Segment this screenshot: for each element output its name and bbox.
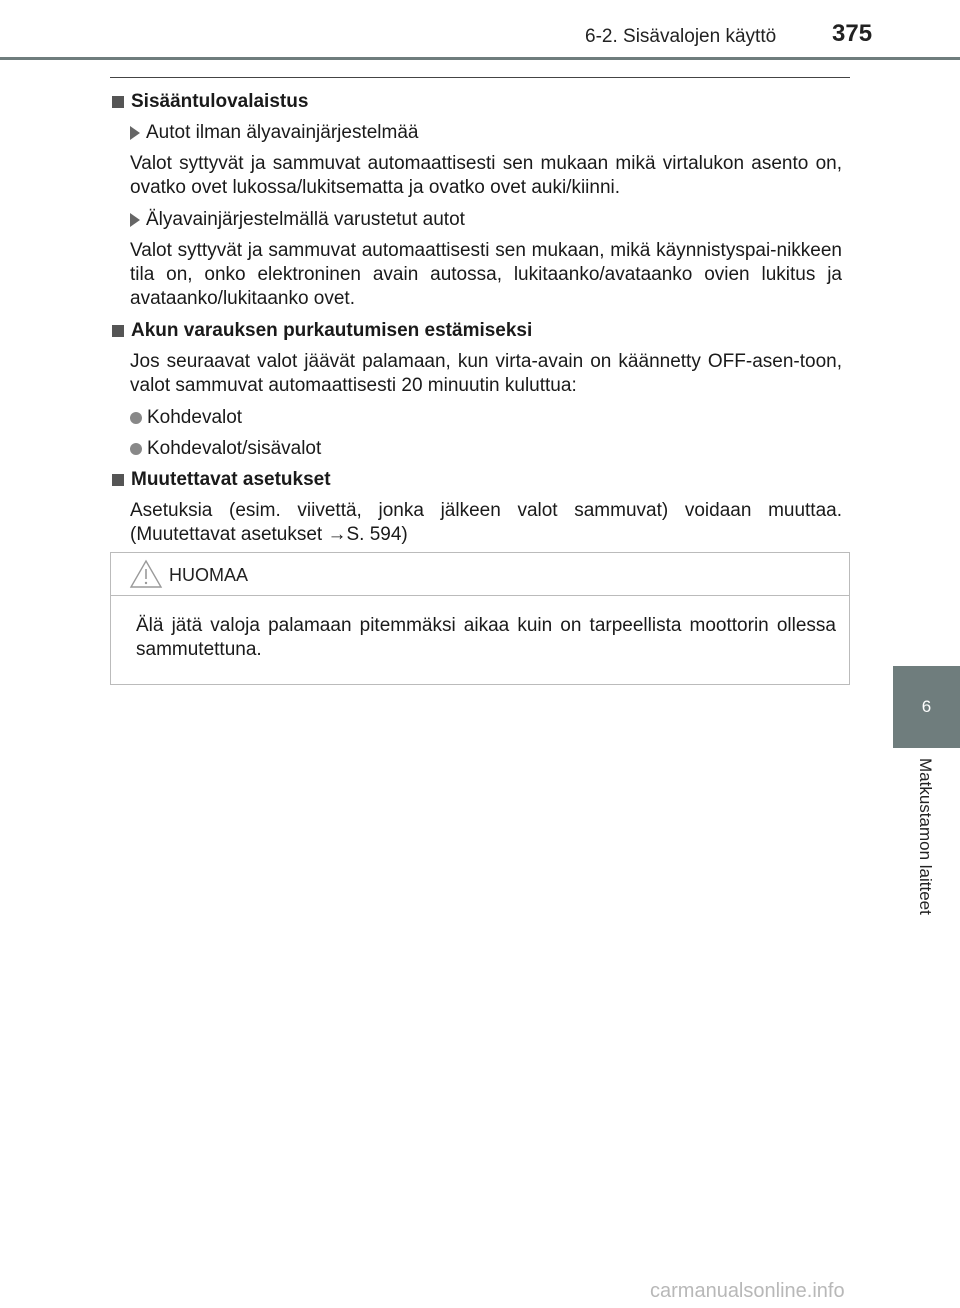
heading-text: Muutettavat asetukset [131, 469, 331, 490]
subheading-text: Autot ilman älyavainjärjestelmää [146, 122, 419, 143]
section-title: 6-2. Sisävalojen käyttö [585, 26, 777, 47]
list-item [130, 437, 842, 461]
notice-text: Älä jätä valoja palamaan pitemmäksi aikaa kuin on tarpeellista moottorin ollessa sammutettuna. [136, 615, 836, 660]
paragraph: Asetuksia (esim. viivettä, jonka jälkeen valot sammuvat) voidaan muuttaa. (Muutettavat asetukset →S. 594) [130, 500, 842, 545]
paragraph: Valot syttyvät ja sammuvat automaattisesti sen mukaan, mikä käynnistyspai-nikkeen tila on, onko elektroninen avain autossa, lukitaanko/avataanko ovien lukitus ja avataanko/lukitaanko ovet. [130, 240, 842, 309]
chapter-title: Matkustamon laitteet [916, 758, 935, 915]
header-rule [0, 57, 960, 60]
chapter-number: 6 [921, 697, 932, 716]
notice-title: HUOMAA [169, 565, 249, 585]
watermark: carmanualsonline.info [650, 1280, 845, 1302]
heading-text: Sisääntulovalaistus [131, 91, 309, 112]
triangle-bullet-icon [130, 213, 140, 227]
circle-bullet-icon [130, 412, 142, 424]
subheading-no-smart-key [130, 121, 842, 145]
list-item-text: Kohdevalot/sisävalot [147, 438, 322, 459]
page-header [0, 0, 960, 58]
notice-box [110, 552, 850, 685]
list-item-text: Kohdevalot [147, 407, 243, 428]
warning-triangle-icon [129, 559, 163, 594]
chapter-tab[interactable] [893, 666, 960, 748]
content-rule [110, 77, 850, 78]
main-content [110, 90, 842, 547]
paragraph: Jos seuraavat valot jäävät palamaan, kun virta-avain on käännetty OFF-asen-toon, valot sammuvat automaattisesti 20 minuutin kuluttua: [130, 351, 842, 396]
heading-text: Akun varauksen purkautumisen estämiseksi [131, 320, 533, 341]
notice-header [111, 553, 849, 596]
heading-custom-settings [110, 468, 842, 492]
subheading-text: Älyavainjärjestelmällä varustetut autot [146, 209, 465, 230]
circle-bullet-icon [130, 443, 142, 455]
square-bullet-icon [112, 96, 124, 108]
square-bullet-icon [112, 325, 124, 337]
page-number: 375 [832, 20, 873, 47]
triangle-bullet-icon [130, 126, 140, 140]
paragraph: Valot syttyvät ja sammuvat automaattisesti sen mukaan mikä virtalukon asento on, ovatko ovet lukossa/lukitsematta ja ovatko ovet auki/kiinni. [130, 153, 842, 198]
square-bullet-icon [112, 474, 124, 486]
heading-entry-lighting [110, 90, 842, 114]
list-item [130, 406, 842, 430]
heading-battery-saver [110, 319, 842, 343]
subheading-smart-key [130, 208, 842, 232]
